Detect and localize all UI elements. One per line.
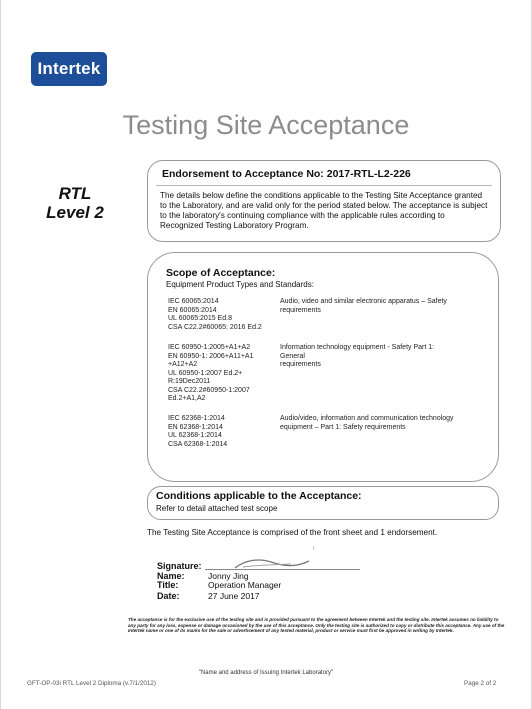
page-title: Testing Site Acceptance <box>122 110 410 140</box>
title-label: Title: <box>157 580 179 590</box>
date-label: Date: <box>157 591 180 601</box>
standards-group-1 <box>168 298 273 332</box>
standard-line: IEC 62368-1:2014 <box>168 415 225 422</box>
name-label: Name: <box>157 571 185 581</box>
endorsement-heading: Endorsement to Acceptance No: 2017-RTL-L2-226 <box>162 168 411 180</box>
scope-subheading: Equipment Product Types and Standards: <box>166 280 314 289</box>
disclaimer-text: The acceptance is for the exclusive use of the testing site and is provided pursuant to the agreement between Intertek and the testing site. Intertek assumes no liability to any party for any loss, expense or damage occasioned by the use of this acceptance. Only the testing site is authorized to copy or distribute this acceptance. Any use of the Intertek name or one of its marks for the sale or advertisement of any tested material, product or service must first be approved in writing by Intertek. <box>128 617 505 634</box>
standard-line: UL 62368-1:2014 <box>168 432 222 439</box>
description-line: Audio, video and similar electronic apparatus – Safety <box>280 298 447 305</box>
standard-line: EN 60065:2014 <box>168 306 217 314</box>
standard-line: UL 60065:2015 Ed.8 <box>168 315 232 322</box>
standard-line: Ed.2+A1,A2 <box>168 395 206 402</box>
endorsement-box <box>147 160 501 242</box>
standard-line: IEC 60065:2014 <box>168 298 219 305</box>
level-label: Level 2 <box>46 203 104 222</box>
date-value: 27 June 2017 <box>208 591 260 601</box>
page-number: Page 2 of 2 <box>464 680 497 687</box>
standard-line: EN 60950-1: 2006+A11+A1 <box>168 352 254 360</box>
name-value: Jonny Jing <box>208 571 249 581</box>
standard-line: CSA C22.2#60065: 2016 Ed.2 <box>168 323 262 331</box>
intertek-logo: Intertek <box>31 52 107 86</box>
divider <box>156 185 492 186</box>
rtl-level-label <box>30 184 120 222</box>
rtl-label: RTL <box>58 184 92 203</box>
signature-mark: ↑ <box>312 546 315 552</box>
description-group-2 <box>280 344 480 370</box>
endorsement-text: The details below define the conditions applicable to the Testing Site Acceptance granted to the Laboratory, and are valid only for the period stated below. The acceptance is subject to the laboratory's continuing compliance with the applicable rules according to Recognized Testing Laboratory Program. <box>160 191 488 230</box>
standard-line: UL 60950-1:2007 Ed.2+ <box>168 369 243 377</box>
description-line: requirements <box>280 361 321 368</box>
conditions-heading: Conditions applicable to the Acceptance: <box>156 490 362 502</box>
form-reference: GFT-OP-03i RTL Level 2 Diploma (v.7/1/2012) <box>27 680 157 687</box>
description-line: Information technology equipment - Safety Part 1: <box>280 344 435 351</box>
footer-note: "Name and address of Issuing Intertek Laboratory" <box>198 670 334 676</box>
standard-line: IEC 60950-1:2005+A1+A2 <box>168 344 251 351</box>
description-line: requirements <box>280 306 321 314</box>
title-value: Operation Manager <box>208 580 282 590</box>
standard-line: CSA 62368-1:2014 <box>168 440 228 448</box>
standards-group-2 <box>168 344 273 404</box>
scope-box <box>147 252 499 482</box>
handwritten-signature <box>233 556 313 572</box>
description-group-1 <box>280 298 480 315</box>
description-line: General <box>280 352 305 360</box>
comprised-text: The Testing Site Acceptance is comprised of the front sheet and 1 endorsement. <box>147 528 438 537</box>
signature-label: Signature: <box>157 561 202 571</box>
description-group-3 <box>280 415 480 432</box>
standard-line: CSA C22.2#60950-1:2007 <box>168 386 250 394</box>
standard-line: EN 62368-1:2014 <box>168 423 223 431</box>
conditions-box <box>147 486 499 520</box>
standard-line: R:19Dec2011 <box>168 378 211 385</box>
standards-group-3 <box>168 415 273 449</box>
conditions-text: Refer to detail attached test scope <box>156 504 278 513</box>
description-line: Audio/video, information and communication technology <box>280 415 454 422</box>
scope-heading: Scope of Acceptance: <box>166 267 276 279</box>
standard-line: +A12+A2 <box>168 361 198 368</box>
description-line: equipment – Part 1: Safety requirements <box>280 423 406 431</box>
